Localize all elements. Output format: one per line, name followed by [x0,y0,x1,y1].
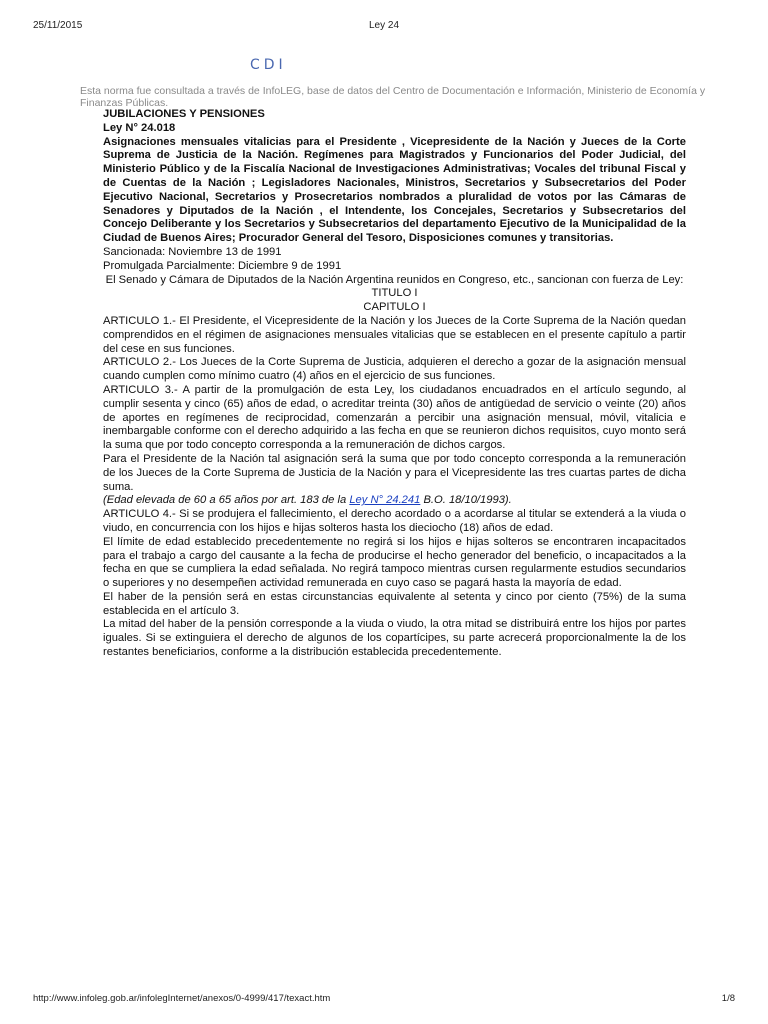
infoleg-notice: Esta norma fue consultada a través de InfoLEG, base de datos del Centro de Documentación e Información, Ministerio de Economía y Finanzas Públicas. [80,85,706,109]
ley-24241-link[interactable]: Ley N° 24.241 [349,494,421,507]
article-1: ARTICULO 1.- El Presidente, el Vicepresidente de la Nación y los Jueces de la Corte Suprema de la Nación quedan comprendidos en el régimen de asignaciones mensuales vitalicias que se establecen en el presente capítulo a partir del cese en sus funciones. [103,314,686,355]
article-3: ARTICULO 3.- A partir de la promulgación de esta Ley, los ciudadanos encuadrados en el artículo segundo, al cumplir sesenta y cinco (65) años de edad, o acreditar treinta (30) años de antigüedad de servicio o veinte (20) años de aportes en regímenes de reciprocidad, comenzarán a percibir una asignación mensual, móvil, vitalicia e inembargable conforme con el derecho adquirido a las fecha en que se reunieron dichos requisitos, cuyo monto será la suma que por todo concepto corresponda a la remuneración de dichos cargos. [103,383,686,452]
source-url: http://www.infoleg.gob.ar/infolegInternet/anexos/0-4999/417/texact.htm [33,993,331,1004]
titulo-heading: TITULO I [371,287,418,300]
sancionada-date: Sancionada: Noviembre 13 de 1991 [103,245,282,258]
article-4-paragraph-2: El límite de edad establecido precedentemente no regirá si los hijos e hijas solteros se encontraren incapacitados para el trabajo a cargo del causante a la fecha de producirse el hecho generador del beneficio, o incapacitados a la fecha en que se cumpliera la edad señalada. No regirá tampoco mientras cursen regularmente estudios secundarios o superiores y no desempeñen actividad remunerada en cuyo caso se pagará hasta la mayoría de edad. [103,535,686,590]
article-4: ARTICULO 4.- Si se produjera el fallecimiento, el derecho acordado o a acordarse al titular se extenderá a la viuda o viudo, en concurrencia con los hijos e hijas solteros hasta los dieciocho (18) años de edad. [103,508,686,534]
amendment-note-suffix: B.O. 18/10/1993). [420,494,512,507]
print-header [33,20,735,34]
law-number: Ley N° 24.018 [103,121,176,134]
print-date: 25/11/2015 [33,20,83,31]
law-summary: Asignaciones mensuales vitalicias para el Presidente , Vicepresidente de la Nación y Jueces de la Corte Suprema de Justicia de la Nación. Regímenes para Magistrados y Funcionarios del Poder Judicial, del Ministerio Público y de la Fiscalía Nacional de Investigaciones Administrativas; Vocales del tribunal Fiscal y de Cuentas de la Nación ; Legisladores Nacionales, Ministros, Secretarios y Subsecretarios del Poder Ejecutivo Nacional, Secretarios y Prosecretarios nombrados a pluralidad de votos por las Cámaras de Senadores y Diputados de la Nación , el Intendente, los Concejales, Secretarios y Subsecretarios del Concejo Deliberante y los Secretarios y Subsecretarios del departamento Ejecutivo de la Municipalidad de la Ciudad de Buenos Aires; Procurador General del Tesoro, Disposiciones comunes y transitorias. [103,135,686,245]
section-heading: JUBILACIONES Y PENSIONES [103,108,265,120]
article-2: ARTICULO 2.- Los Jueces de la Corte Suprema de Justicia, adquieren el derecho a gozar de la asignación mensual cuando cumplen como mínimo cuatro (4) años en el ejercicio de sus funciones. [103,356,686,383]
law-document [103,108,686,660]
print-title: Ley 24 [368,20,400,31]
article-4-paragraph-4: La mitad del haber de la pensión corresponde a la viuda o viudo, la otra mitad se distribuirá entre los hijos por partes iguales. Si se extinguiera el derecho de algunos de los copartícipes, su parte acrecerá proporcionalmente la de los restantes beneficiarios, conforme a la distribución establecida precedentemente. [103,618,686,659]
amendment-note-prefix: (Edad elevada de 60 a 65 años por art. 183 de la [103,494,350,507]
cdi-logo: CDI [250,57,287,73]
article-3-paragraph-2: Para el Presidente de la Nación tal asignación será la suma que por todo concepto corresponda a la remuneración de los Jueces de la Corte Suprema de Justicia de la Nación y para el Vicepresidente las tres cuartas partes de dicha suma. [103,452,686,493]
capitulo-heading: CAPITULO I [363,301,426,314]
amendment-note [103,494,686,508]
article-4-paragraph-3: El haber de la pensión será en estas circunstancias equivalente al setenta y cinco por ciento (75%) de la suma establecida en el artículo 3. [103,590,686,617]
preamble: El Senado y Cámara de Diputados de la Nación Argentina reunidos en Congreso, etc., sancionan con fuerza de Ley: [105,273,684,286]
promulgada-date: Promulgada Parcialmente: Diciembre 9 de 1991 [103,259,342,272]
page-number: 1/8 [721,993,735,1004]
